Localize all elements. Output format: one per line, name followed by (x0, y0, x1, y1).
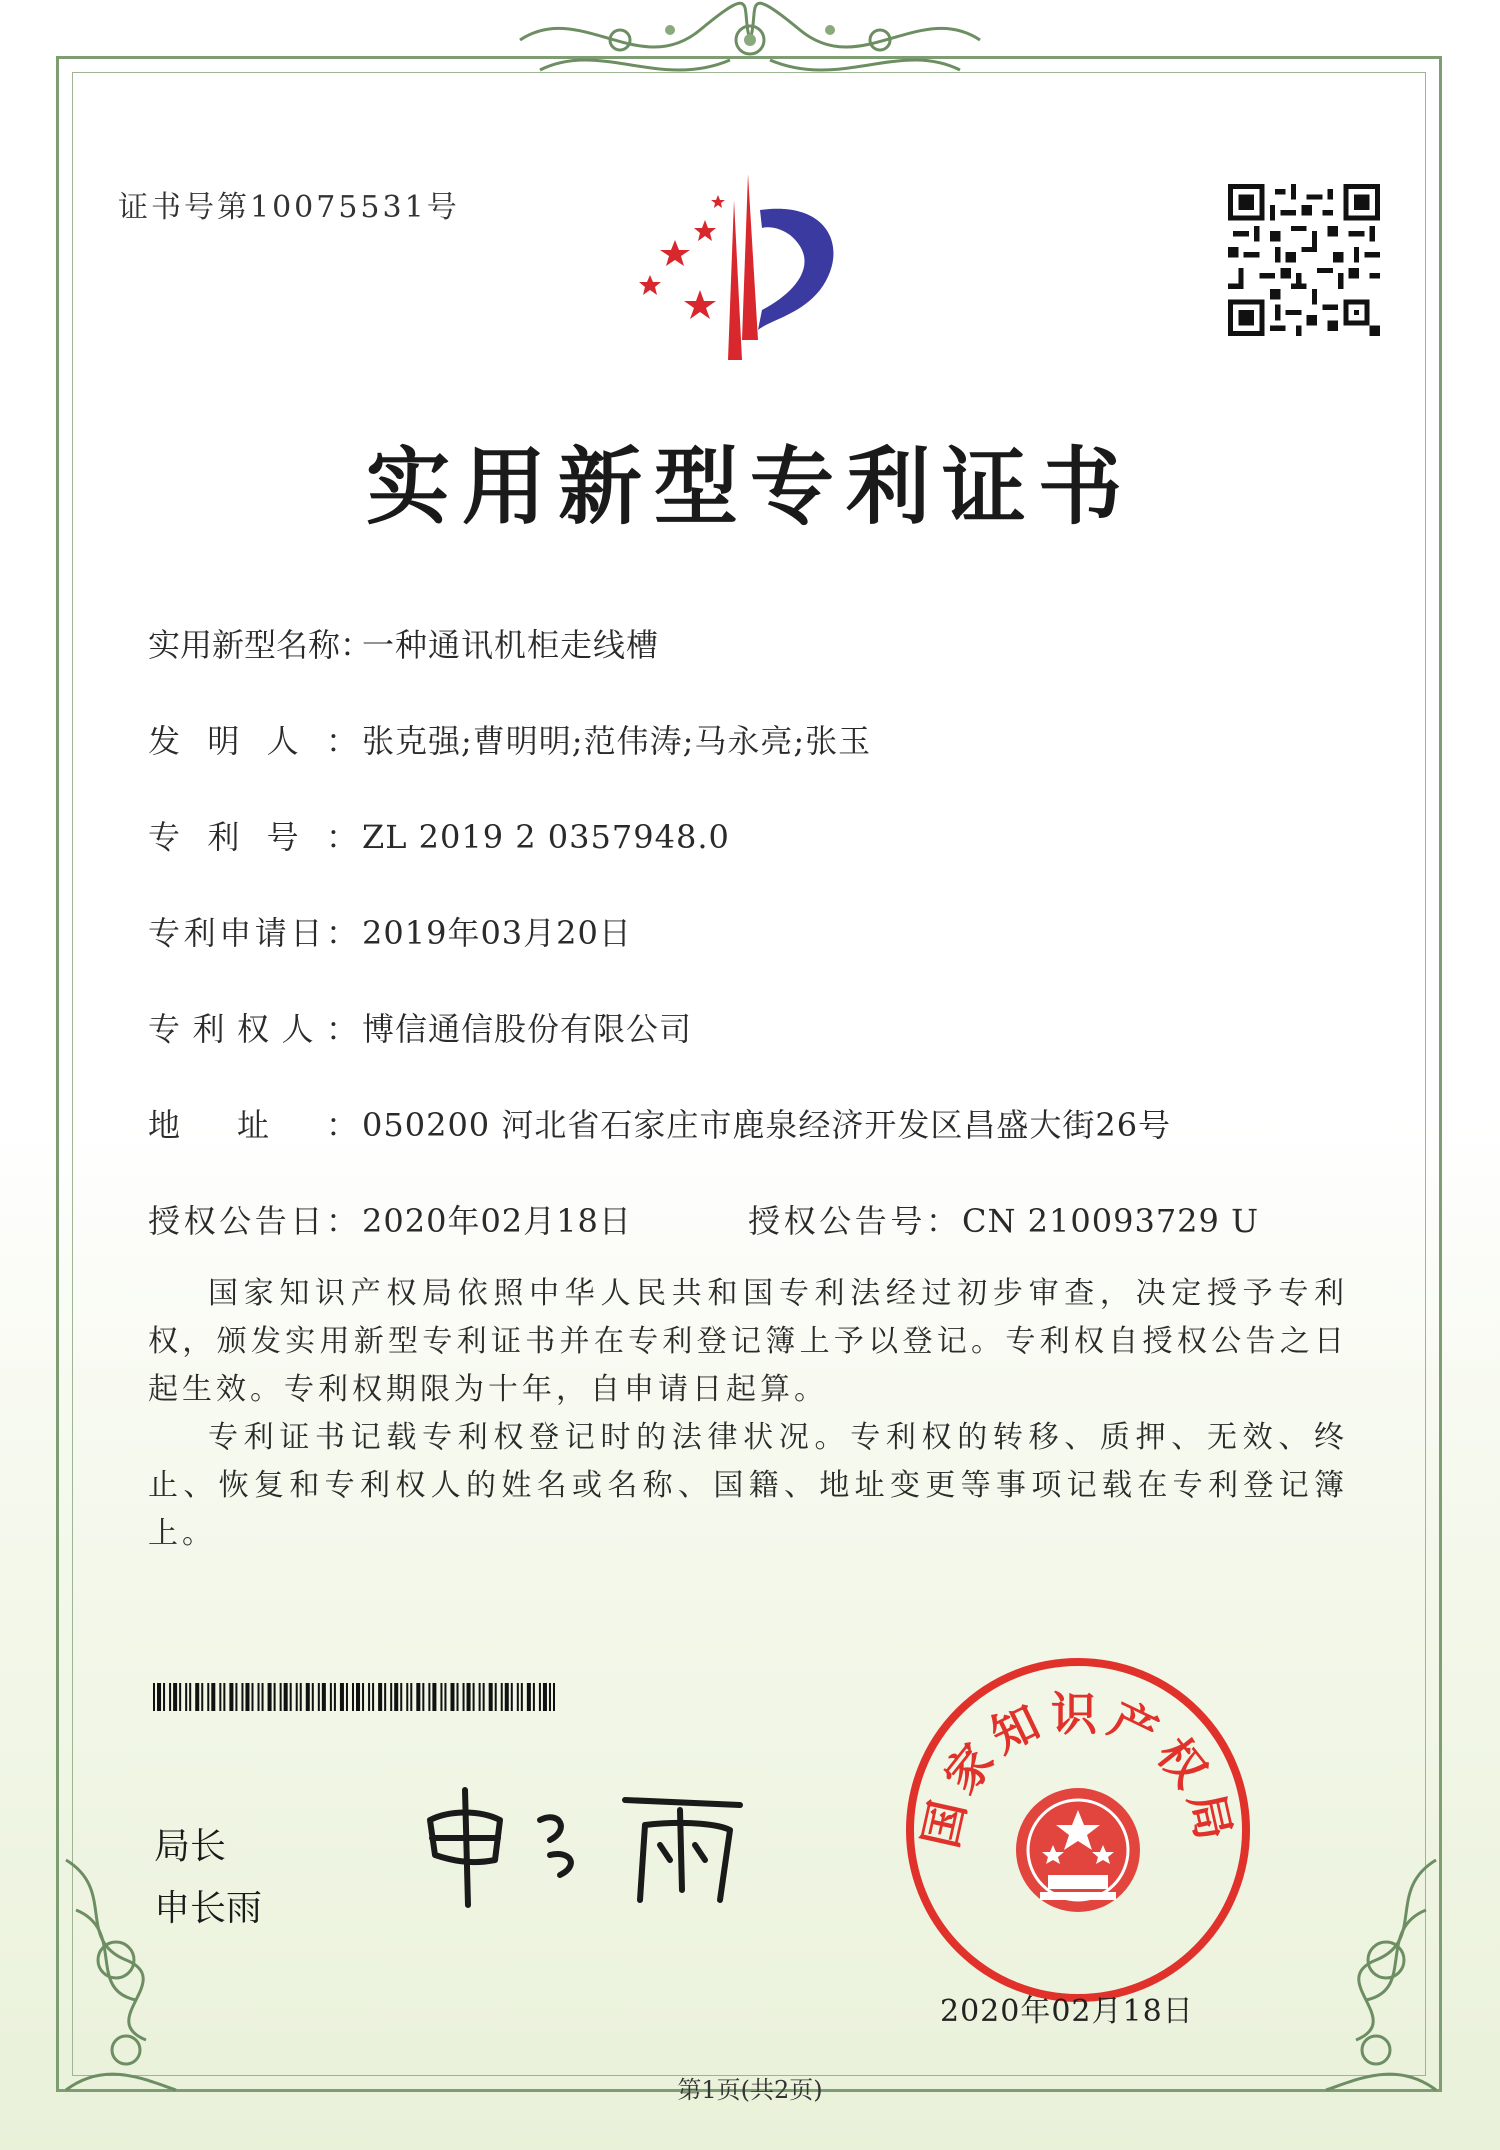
issue-date: 2020年02月18日 (940, 1994, 1194, 2029)
field-value: 张克强;曹明明;范伟涛;马永亮;张玉 (362, 722, 872, 760)
field-value: 2020年02月18日 (362, 1202, 632, 1240)
field-label: 地址： (148, 1106, 358, 1144)
official-seal-icon (898, 1650, 1258, 2010)
field-address (148, 1100, 1171, 1146)
field-label: 专利申请日： (148, 914, 358, 952)
field-grant-date (148, 1196, 632, 1242)
field-patent-owner (148, 1004, 692, 1050)
field-patent-number (148, 812, 730, 858)
statement-paragraph: 国家知识产权局依照中华人民共和国专利法经过初步审查，决定授予专利权，颁发实用新型专利证书并在专利登记簿上予以登记。专利权自授权公告之日起生效。专利权期限为十年，自申请日起算。 (148, 1276, 1348, 1407)
top-ornament (500, 0, 1000, 100)
field-grant-number (748, 1196, 1259, 1242)
signature-image (410, 1780, 770, 1910)
field-label: 实用新型名称： (148, 626, 373, 664)
field-value: CN 210093729 U (962, 1202, 1260, 1240)
certificate-number: 证书号第10075531号 (118, 190, 460, 225)
bottom-right-ornament (1316, 1850, 1446, 2100)
statement-paragraph: 专利证书记载专利权登记时的法律状况。专利权的转移、质押、无效、终止、恢复和专利权人的姓名或名称、国籍、地址变更等事项记载在专利登记簿上。 (148, 1420, 1348, 1551)
director-title: 局长 (154, 1826, 227, 1867)
field-label: 专利权人： (148, 1010, 358, 1048)
field-value: 050200 河北省石家庄市鹿泉经济开发区昌盛大街26号 (362, 1106, 1172, 1144)
field-label: 授权公告号： (748, 1202, 958, 1240)
field-value: 博信通信股份有限公司 (362, 1010, 693, 1048)
field-label: 专利号： (148, 818, 358, 856)
seal-text: 国家知识产权局 (913, 1687, 1243, 1853)
page-title: 实用新型专利证书 (365, 438, 1134, 536)
qr-code-icon (1228, 184, 1380, 336)
field-inventor (148, 716, 871, 762)
certificate-statement (148, 1270, 1348, 1558)
field-application-date (148, 908, 632, 954)
field-value: ZL 2019 2 0357948.0 (362, 818, 730, 856)
field-value: 2019年03月20日 (362, 914, 632, 952)
cnipa-emblem-icon (630, 170, 870, 370)
field-utility-model-name (148, 620, 659, 666)
barcode-icon (153, 1683, 555, 1711)
field-value: 一种通讯机柜走线槽 (362, 626, 660, 664)
page-number: 第1页(共2页) (677, 2076, 823, 2104)
field-label: 发明人： (148, 722, 358, 760)
field-label: 授权公告日： (148, 1202, 358, 1240)
director-name: 申长雨 (154, 1888, 263, 1929)
